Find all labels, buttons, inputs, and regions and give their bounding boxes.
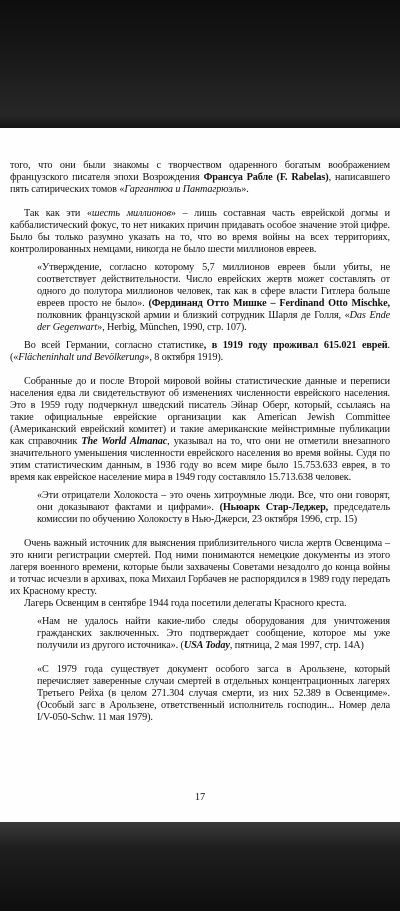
text-run: », 8 октября 1919). <box>144 352 224 363</box>
viewer-top-bar <box>0 0 400 128</box>
text-bold: , в 1919 году проживал 615.021 еврей <box>203 340 388 351</box>
quote-source-bold: (Фердинанд Отто Мишке – Ferdinand Otto Mischke, <box>148 298 390 309</box>
quote-text: «Эти отрицатели Холокоста – это очень хитроумные люди. Все, что они говорят, они доказывают фактами и цифрами». <box>37 490 390 513</box>
quote-text: , пятница, 2 мая 1997, стр. 14А) <box>229 640 364 651</box>
text-run: Так как эти « <box>24 208 92 219</box>
document-page <box>0 128 400 822</box>
viewer-bottom-bar <box>0 822 400 911</box>
spacer <box>10 652 390 664</box>
quote-text: », Herbig, München, 1990, стр. 107). <box>97 322 247 333</box>
text-run: , написавшего пять сатирических томов « <box>10 172 390 195</box>
paragraph-rabelais <box>10 160 390 196</box>
paragraph-six-million <box>10 208 390 256</box>
text-run: ». <box>241 184 249 195</box>
quote-mischke <box>37 262 390 334</box>
spacer <box>10 196 390 208</box>
text-run: » – лишь составная часть еврейской догмы и каббалистический фокус, то нет никаких причин придавать особое значение этой цифре. Было бы только разумно указать на то, что во время войны на всех территориях, контролированных немцами, никогда не было шести миллионов евреев. <box>10 208 390 255</box>
text-bold-italic: The World Almanac <box>81 436 168 447</box>
text-run: того, что они были знакомы с творчеством одаренного богатым воображением французского писателя эпохи Возрождения <box>10 160 390 183</box>
text-italic: Flächeninhalt und Bevölkerung <box>18 352 145 363</box>
quote-source-italic: Das Ende der Gegenwart <box>37 310 390 333</box>
quote-arolsen <box>37 664 390 724</box>
paragraph-germany-1919 <box>10 340 390 364</box>
spacer <box>10 526 390 538</box>
paragraph-statistics <box>10 376 390 484</box>
page-number: 17 <box>194 792 206 803</box>
spacer <box>10 364 390 376</box>
top-bar-shadow <box>0 114 400 128</box>
quote-source-bold: (Ньюарк Стар-Леджер, <box>219 502 329 513</box>
quote-text: полковник французской армии и близкий сотрудник Шарля де Голля, « <box>37 310 350 321</box>
quote-text: «С 1979 года существует документ особого загса в Арользене, который перечисляет заверенные случаи смертей в отдельных концентрационных лагерях Третьего Рейха (в целом 271.304 случая смерти, из них 52.389 в Освенциме». <box>37 664 390 699</box>
quote-text: «Утверждение, согласно которому 5,7 миллионов евреев были убиты, не соответствует действительности. Число еврейских жертв может составлять от одного до полутора миллионов человек, так как в сфере власти Гитлера больше евреев просто не было». <box>37 262 390 309</box>
quote-source-bold-italic: USA Today <box>183 640 230 651</box>
paragraph-death-books: Очень важный источник для выяснения приблизительного числа жертв Освенцима – это книги регистрации смертей. Под ними понимаются немецкие документы из этого лагеря военного времени, которые были захвачены Советами незадолго до конца войны и тотчас исчезли в архивах, пока Михаил Горбачев не распорядился в 1989 году передать их Красному кресту. <box>10 538 390 597</box>
text-run: Во всей Германии, согласно статистике <box>24 340 204 351</box>
quote-source: (Особый загс в Арользене, ответственный исполнитель господин... Номер дела I/V-050-Schw. 11 мая 1979). <box>37 700 390 723</box>
text-run: , указывал на то, что они не отметили внезапного значительного уменьшения численности еврейского населения во время войны. Судя по этим статистическим данным, в 1936 году во всем мире было 15.753.633 еврея, в то время как еврейское население мира в 1949 году составляло 15.713.638 человек. <box>10 436 390 483</box>
text-bold: Франсуа Рабле (F. Rabelas) <box>203 172 329 183</box>
text-italic: Гаргантюа и Пантагрюэль <box>124 184 242 195</box>
quote-star-ledger <box>37 490 390 526</box>
text-italic: шесть миллионов <box>91 208 171 219</box>
text-run: Собранные до и после Второй мировой войны статистические данные и переписи населения едва ли свидетельствуют об изменениях численности еврейского населения. Это в 1959 году подчеркнул шведский писатель Эйнар Оберг, который, ссылаясь на такие официальные еврейские организации как American Jewish Committee (Американский еврейский комитет) и такие американские мейнстримные публикации как справочник <box>10 376 390 447</box>
text-run: . (« <box>10 340 390 363</box>
quote-usa-today <box>37 616 390 652</box>
paragraph-red-cross-visit: Лагерь Освенцим в сентябре 1944 года посетили делегаты Красного креста. <box>24 598 347 609</box>
quote-text: «Нам не удалось найти какие-либо следы оборудования для уничтожения гражданских заключенных. Это подтверждает сообщение, которое мы уже получили из другого источника». ( <box>37 616 390 651</box>
quote-text: председатель комиссии по обучению Холокосту в Нью-Джерси, 23 октября 1996, стр. 15) <box>37 502 391 525</box>
